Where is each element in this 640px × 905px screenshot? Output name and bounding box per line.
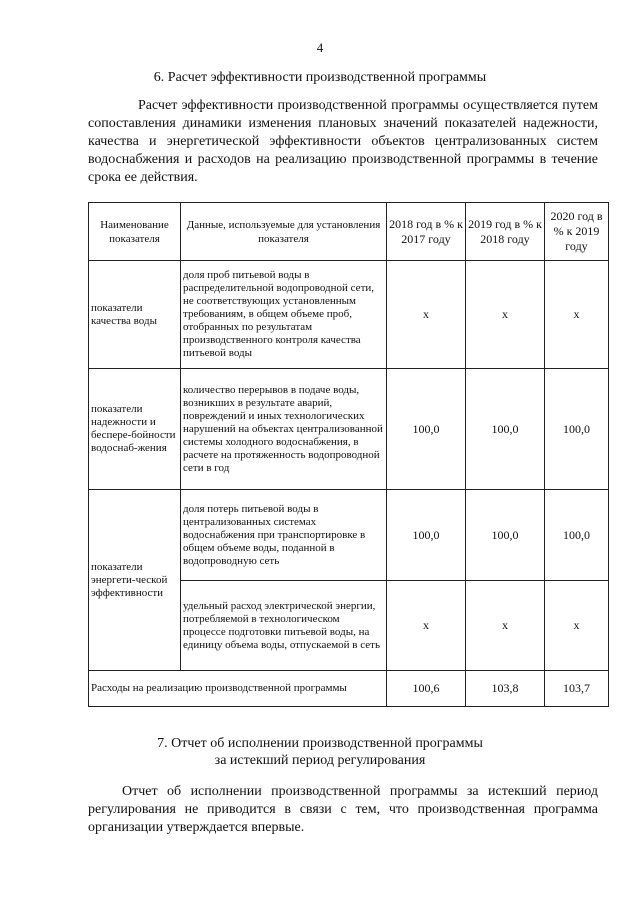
row-value-2019: х [466,581,545,671]
row-data: доля проб питьевой воды в распределительной водопроводной сети, не соответствующих установленным требованиям, в общем объеме проб, отобранных по результатам производственного контроля качества питьевой воды [181,261,387,369]
row-data: удельный расход электрической энергии, потребляемой в технологическом процессе подготовки питьевой воды, на единицу объема воды, отпускаемой в сеть [181,581,387,671]
row-value-2019: 100,0 [466,369,545,490]
header-2019: 2019 год в % к 2018 году [466,203,545,261]
section-7-title-line-1: 7. Отчет об исполнении производственной программы [157,736,483,751]
group-energy: показатели энергети-ческой эффективности [89,490,181,671]
row-value-2020: 100,0 [545,490,609,581]
section-6-title: 6. Расчет эффективности производственной программы [153,70,487,85]
efficiency-table [88,202,609,707]
header-indicator: Наименование показателя [89,203,181,261]
section-7-title-line-2: за истекший период регулирования [214,753,426,768]
expenses-2020: 103,7 [545,671,609,707]
page-number: 4 [316,40,324,55]
row-value-2019: х [466,261,545,369]
section-7-title [0,735,640,769]
row-value-2020: х [545,581,609,671]
row-value-2018: х [387,581,466,671]
table-header-row [89,203,609,261]
section-7-paragraph: Отчет об исполнении производственной программы за истекший период регулирования не приводится в связи с тем, что производственная программа организации утверждается впервые. [88,784,598,835]
row-value-2020: 100,0 [545,369,609,490]
table-row [89,490,609,581]
expenses-2018: 100,6 [387,671,466,707]
expenses-label: Расходы на реализацию производственной программы [89,671,387,707]
table-row [89,261,609,369]
row-data: доля потерь питьевой воды в централизованных системах водоснабжения при транспортировке в общем объеме воды, поданной в водопроводную сеть [181,490,387,581]
row-value-2018: х [387,261,466,369]
section-6-paragraph: Расчет эффективности производственной программы осуществляется путем сопоставления динамики изменения плановых значений показателей надежности, качества и энергетической эффективности объектов централизованных систем водоснабжения и расходов на реализацию производственной программы в течение срока ее действия. [88,98,598,185]
header-2018: 2018 год в % к 2017 году [387,203,466,261]
header-data: Данные, используемые для установления показателя [181,203,387,261]
row-value-2018: 100,0 [387,369,466,490]
expenses-2019: 103,8 [466,671,545,707]
row-data: количество перерывов в подаче воды, возникших в результате аварий, повреждений и иных технологических нарушений на объектах централизованной системы холодного водоснабжения, в расчете на протяженность водопроводной сети в год [181,369,387,490]
group-reliability: показатели надежности и беспере-бойности водоснаб-жения [89,369,181,490]
table-row [89,369,609,490]
group-quality: показатели качества воды [89,261,181,369]
row-value-2018: 100,0 [387,490,466,581]
header-2020: 2020 год в % к 2019 году [545,203,609,261]
row-value-2019: 100,0 [466,490,545,581]
expenses-row [89,671,609,707]
row-value-2020: х [545,261,609,369]
